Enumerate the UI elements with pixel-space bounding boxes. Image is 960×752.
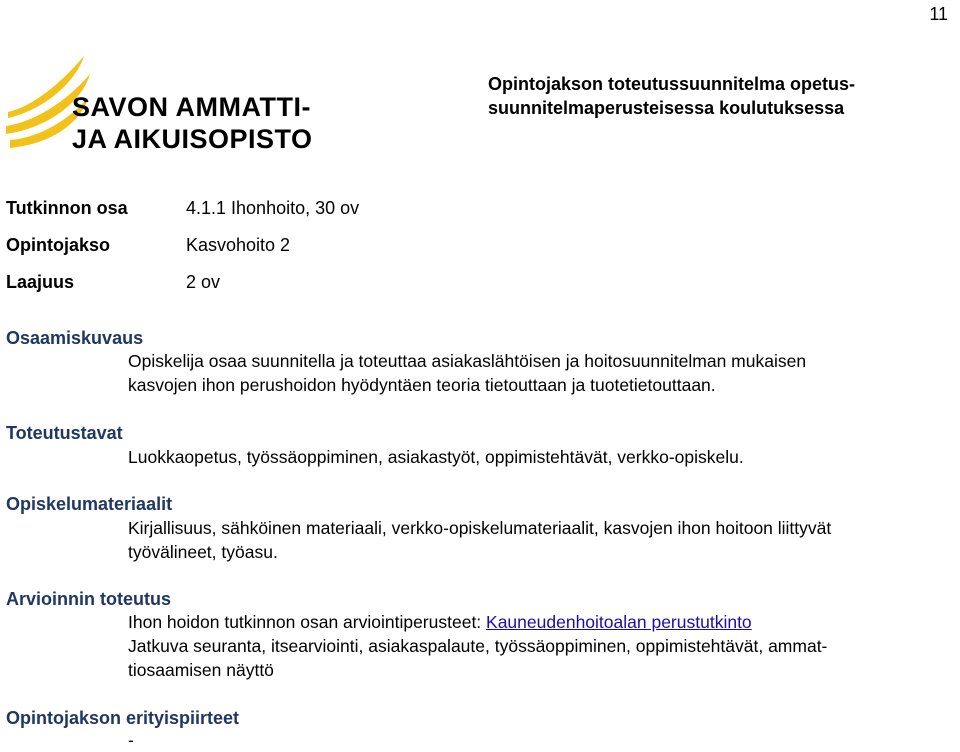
text-line: Kirjallisuus, sähköinen materiaali, verkko-opiskelumateriaalit, kasvojen ihon hoitoon liittyvät <box>128 518 832 538</box>
criteria-link[interactable]: Kauneudenhoitoalan perustutkinto <box>486 612 752 632</box>
text-line: Jatkuva seuranta, itsearviointi, asiakaspalaute, työssäoppiminen, oppimistehtävät, ammat- <box>128 636 828 656</box>
section-heading-toteutustavat: Toteutustavat <box>6 423 123 443</box>
criteria-line <box>128 610 956 634</box>
meta-label: Tutkinnon osa <box>6 198 128 218</box>
section-heading-erityispiirteet: Opintojakson erityispiirteet <box>6 708 240 728</box>
meta-value: Kasvohoito 2 <box>186 235 291 255</box>
page-number: 11 <box>929 4 948 24</box>
section-heading-arvioinnin-toteutus: Arvioinnin toteutus <box>6 589 171 609</box>
text-line: Opiskelija osaa suunnitella ja toteuttaa asiakaslähtöisen ja hoitosuunnitelman mukaisen <box>128 351 807 371</box>
logo-text-line1: SAVON AMMATTI- <box>72 92 311 122</box>
section-body-osaamiskuvaus <box>128 349 956 397</box>
document-title-line2: suunnitelmaperusteisessa koulutuksessa <box>488 98 845 118</box>
section-body-toteutustavat <box>128 445 956 469</box>
section-body-opiskelumateriaalit <box>128 516 956 564</box>
document-title-line1: Opintojakson toteutussuunnitelma opetus- <box>488 74 856 94</box>
section-heading-opiskelumateriaalit: Opiskelumateriaalit <box>6 494 173 514</box>
text-line: - <box>128 730 134 750</box>
text-line: Luokkaopetus, työssäoppiminen, asiakastyöt, oppimistehtävät, verkko-opiskelu. <box>128 447 744 467</box>
meta-label: Opintojakso <box>6 235 111 255</box>
text-line: työvälineet, työasu. <box>128 542 278 562</box>
text-line: kasvojen ihon perushoidon hyödyntäen teoria tietouttaan ja tuotetietouttaan. <box>128 375 716 395</box>
section-body-arvioinnin-toteutus <box>128 610 956 682</box>
logo-text-line2: JA AIKUISOPISTO <box>72 124 313 154</box>
section-heading-osaamiskuvaus: Osaamiskuvaus <box>6 328 144 348</box>
meta-value: 2 ov <box>186 272 221 292</box>
section-body-erityispiirteet <box>128 728 956 752</box>
text-line: tiosaamisen näyttö <box>128 660 274 680</box>
document-title <box>488 72 928 120</box>
school-logo <box>4 52 344 154</box>
meta-value: 4.1.1 Ihonhoito, 30 ov <box>186 198 360 218</box>
meta-label: Laajuus <box>6 272 75 292</box>
criteria-prefix: Ihon hoidon tutkinnon osan arviointiperusteet: <box>128 612 487 632</box>
